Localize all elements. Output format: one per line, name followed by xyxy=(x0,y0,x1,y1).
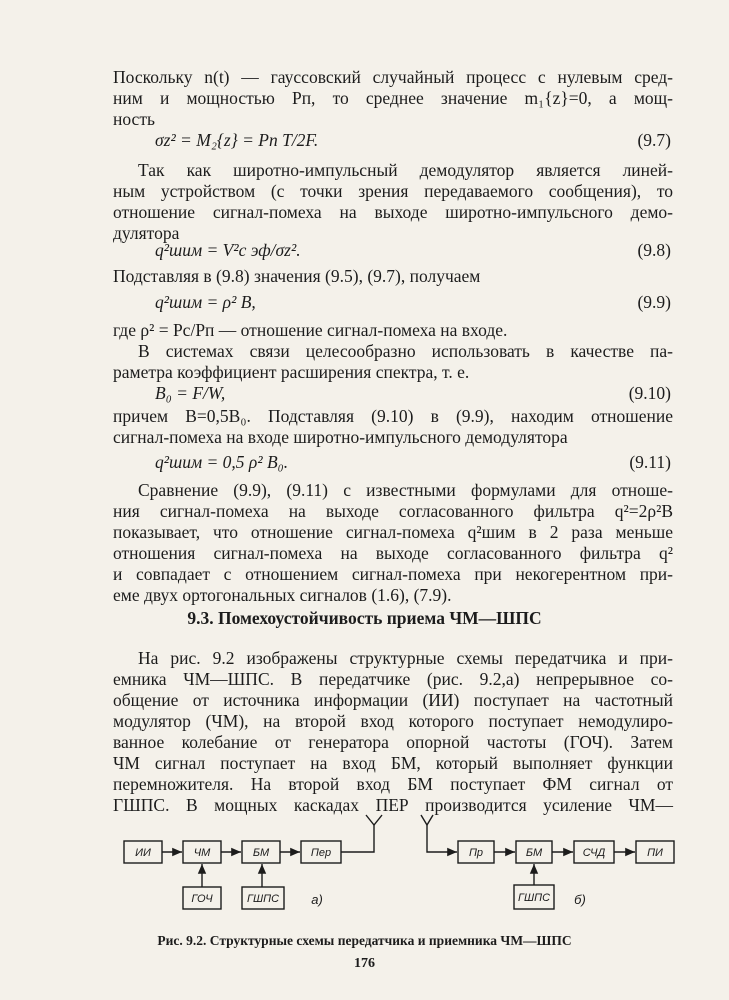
text-line: Поскольку n(t) — гауссовский случайный процесс с нулевым сред- xyxy=(113,67,673,87)
text-line: общение от источника информации (ИИ) поступает на частотный xyxy=(113,690,673,710)
text-line: ным устройством (с точки зрения передаваемого сообщения), то xyxy=(113,181,673,201)
text-line: ванное колебание от генератора опорной частоты (ГОЧ). Затем xyxy=(113,732,673,752)
text-line: еме двух ортогональных сигналов (1.6), (7.9). xyxy=(113,585,452,605)
diagram-label: б) xyxy=(574,892,586,907)
text-line: ЧМ сигнал поступает на вход БМ, который выполняет функции xyxy=(113,753,673,773)
block-label: СЧД xyxy=(582,847,606,859)
equation-9-7: σz² = M₂{z} = Pп T/2F. xyxy=(155,130,319,150)
text-line: На рис. 9.2 изображены структурные схемы передатчика и при- xyxy=(138,648,673,668)
page-number: 176 xyxy=(354,956,375,971)
block-label: ПИ xyxy=(647,847,663,859)
text-line: отношения сигнал-помеха на выходе согласованного фильтра q² xyxy=(113,543,673,563)
text-line: В системах связи целесообразно использовать в качестве па- xyxy=(138,341,673,361)
block-label: ЧМ xyxy=(193,847,211,859)
figure-caption: Рис. 9.2. Структурные схемы передатчика и приемника ЧМ—ШПС xyxy=(157,933,572,948)
block-label: БМ xyxy=(252,847,270,859)
equation-number: (9.7) xyxy=(637,130,671,150)
text-line: ность xyxy=(113,109,155,129)
block-label: Пер xyxy=(310,847,332,859)
text-line: где ρ² = Pс/Pп — отношение сигнал-помеха на входе. xyxy=(113,320,508,340)
block-label: Пр xyxy=(468,847,484,859)
section-heading: 9.3. Помехоустойчивость приема ЧМ—ШПС xyxy=(187,608,542,628)
text-line: модулятор (ЧМ), на второй вход которого поступает немодулиро- xyxy=(113,711,673,731)
text-line: Так как широтно-импульсный демодулятор является линей- xyxy=(138,160,673,180)
equation-number: (9.8) xyxy=(637,240,671,260)
equation-number: (9.10) xyxy=(628,383,671,403)
text-line: емника ЧМ—ШПС. В передатчике (рис. 9.2,а) непрерывное со- xyxy=(113,669,673,689)
text-line: ним и мощностью Pп, то среднее значение m₁{z}=0, а мощ- xyxy=(113,88,673,108)
equation-number: (9.11) xyxy=(629,452,671,472)
text-line: ния сигнал-помеха на выходе согласованного фильтра q²=2ρ²B xyxy=(113,501,673,521)
equation-9-11: q²шим = 0,5 ρ² B₀. xyxy=(155,452,289,472)
block-label: ГШПС xyxy=(246,893,280,905)
text-line: причем B=0,5B₀. Подставляя (9.10) в (9.9), находим отношение xyxy=(113,406,673,426)
text-line: раметра коэффициент расширения спектра, т. е. xyxy=(113,362,470,382)
text-line: показывает, что отношение сигнал-помеха q²шим в 2 раза меньше xyxy=(113,522,673,542)
text-line: ГШПС. В мощных каскадах ПЕР производится усиление ЧМ— xyxy=(113,795,673,815)
block-label: БМ xyxy=(525,847,543,859)
text-line: Подставляя в (9.8) значения (9.5), (9.7), получаем xyxy=(113,266,481,286)
block-label: ГШПС xyxy=(517,892,551,904)
equation-9-10: B₀ = F/W, xyxy=(155,383,226,403)
equation-9-8: q²шим = V²с эф/σz². xyxy=(155,240,301,260)
text-line: Сравнение (9.9), (9.11) с известными формулами для отноше- xyxy=(138,480,673,500)
text-line: перемножителя. На второй вход БМ поступает ФМ сигнал от xyxy=(113,774,673,794)
diagram-label: а) xyxy=(311,892,323,907)
text-line: и совпадает с отношением сигнал-помеха при некогерентном при- xyxy=(113,564,673,584)
equation-9-9: q²шим = ρ² B, xyxy=(155,292,256,312)
block-label: ГОЧ xyxy=(191,893,213,905)
text-line: дулятора xyxy=(113,223,180,243)
block-label: ИИ xyxy=(135,847,151,859)
text-line: сигнал-помеха на входе широтно-импульсного демодулятора xyxy=(113,427,568,447)
equation-number: (9.9) xyxy=(637,292,671,312)
text-line: отношение сигнал-помеха на выходе широтно-импульсного демо- xyxy=(113,202,673,222)
